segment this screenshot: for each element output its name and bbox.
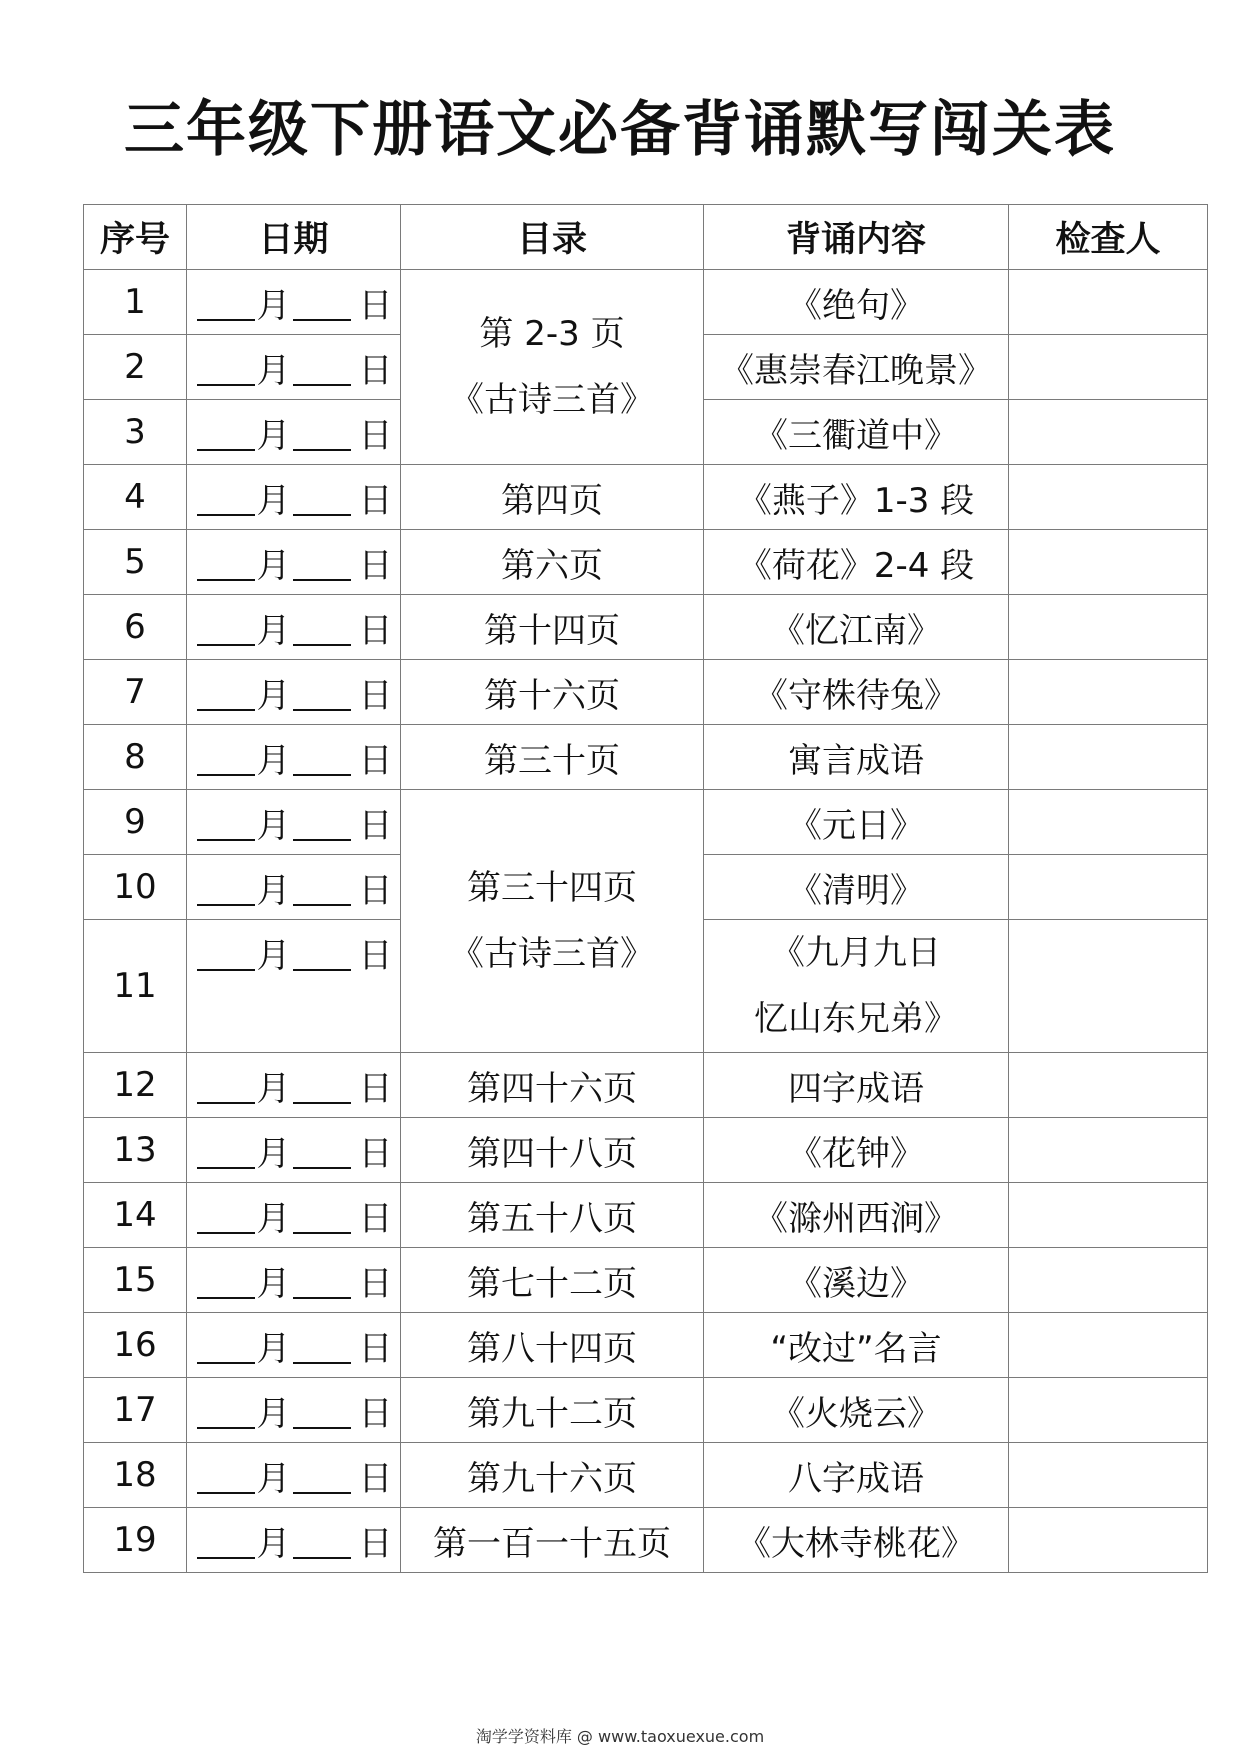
day-label: 日 xyxy=(358,545,393,586)
day-label: 日 xyxy=(358,285,393,326)
day-label: 日 xyxy=(358,935,393,976)
table-row xyxy=(84,1313,1208,1378)
table-row xyxy=(84,1053,1208,1118)
month-blank[interactable] xyxy=(197,348,255,386)
catalog-line: 《古诗三首》 xyxy=(450,934,654,974)
month-label: 月 xyxy=(256,610,291,651)
checker-field[interactable] xyxy=(1009,1053,1208,1118)
checker-field[interactable] xyxy=(1009,920,1208,1053)
recitation-content: 《滁州西涧》 xyxy=(704,1183,1009,1248)
checker-field[interactable] xyxy=(1009,1313,1208,1378)
checker-field[interactable] xyxy=(1009,270,1208,335)
row-number: 8 xyxy=(84,725,187,790)
catalog-line: 《古诗三首》 xyxy=(450,380,654,420)
recitation-content: 《三衢道中》 xyxy=(704,400,1009,465)
header-catalog: 目录 xyxy=(401,205,704,270)
month-label: 月 xyxy=(256,805,291,846)
day-blank[interactable] xyxy=(293,738,351,776)
month-blank[interactable] xyxy=(197,868,255,906)
month-label: 月 xyxy=(256,935,291,976)
recitation-content xyxy=(704,920,1009,1053)
recitation-content: 《惠崇春江晚景》 xyxy=(704,335,1009,400)
date-field[interactable] xyxy=(187,725,401,790)
catalog-cell: 第六页 xyxy=(401,530,704,595)
catalog-cell: 第一百一十五页 xyxy=(401,1508,704,1573)
row-number: 18 xyxy=(84,1443,187,1508)
date-field[interactable] xyxy=(187,335,401,400)
catalog-cell: 第四十六页 xyxy=(401,1053,704,1118)
month-blank[interactable] xyxy=(197,283,255,321)
recitation-content: 《花钟》 xyxy=(704,1118,1009,1183)
date-field[interactable] xyxy=(187,1313,401,1378)
month-blank[interactable] xyxy=(197,478,255,516)
row-number: 6 xyxy=(84,595,187,660)
date-field[interactable] xyxy=(187,660,401,725)
checker-field[interactable] xyxy=(1009,1508,1208,1573)
day-label: 日 xyxy=(358,480,393,521)
month-blank[interactable] xyxy=(197,1326,255,1364)
row-number: 11 xyxy=(84,920,187,1053)
date-field[interactable] xyxy=(187,270,401,335)
table-row xyxy=(84,1118,1208,1183)
month-label: 月 xyxy=(256,285,291,326)
table-row xyxy=(84,595,1208,660)
date-field[interactable] xyxy=(187,855,401,920)
checker-field[interactable] xyxy=(1009,725,1208,790)
checker-field[interactable] xyxy=(1009,1248,1208,1313)
day-label: 日 xyxy=(358,675,393,716)
recitation-content: 《溪边》 xyxy=(704,1248,1009,1313)
date-field[interactable] xyxy=(187,1443,401,1508)
month-blank[interactable] xyxy=(197,738,255,776)
row-number: 10 xyxy=(84,855,187,920)
table-row xyxy=(84,270,1208,335)
day-blank[interactable] xyxy=(293,868,351,906)
month-blank[interactable] xyxy=(197,1391,255,1429)
row-number: 17 xyxy=(84,1378,187,1443)
row-number: 4 xyxy=(84,465,187,530)
table-header-row xyxy=(84,205,1208,270)
month-label: 月 xyxy=(256,870,291,911)
day-label: 日 xyxy=(358,1198,393,1239)
day-label: 日 xyxy=(358,350,393,391)
day-blank[interactable] xyxy=(293,933,351,971)
month-label: 月 xyxy=(256,1198,291,1239)
day-label: 日 xyxy=(358,610,393,651)
catalog-cell: 第三十页 xyxy=(401,725,704,790)
row-number: 13 xyxy=(84,1118,187,1183)
date-field[interactable] xyxy=(187,465,401,530)
catalog-line: 第 2-3 页 xyxy=(479,314,625,354)
recitation-content: 《火烧云》 xyxy=(704,1378,1009,1443)
day-blank[interactable] xyxy=(293,1456,351,1494)
checker-field[interactable] xyxy=(1009,1443,1208,1508)
recitation-content: 《大林寺桃花》 xyxy=(704,1508,1009,1573)
row-number: 7 xyxy=(84,660,187,725)
checker-field[interactable] xyxy=(1009,530,1208,595)
catalog-cell xyxy=(401,270,704,465)
table-row xyxy=(84,1378,1208,1443)
month-label: 月 xyxy=(256,350,291,391)
month-blank[interactable] xyxy=(197,608,255,646)
recitation-content: 《忆江南》 xyxy=(704,595,1009,660)
date-field[interactable] xyxy=(187,595,401,660)
day-label: 日 xyxy=(358,1263,393,1304)
date-field[interactable] xyxy=(187,1053,401,1118)
row-number: 19 xyxy=(84,1508,187,1573)
row-number: 3 xyxy=(84,400,187,465)
date-field[interactable] xyxy=(187,400,401,465)
day-label: 日 xyxy=(358,1328,393,1369)
day-blank[interactable] xyxy=(293,478,351,516)
date-field[interactable] xyxy=(187,920,401,1053)
month-label: 月 xyxy=(256,1133,291,1174)
day-blank[interactable] xyxy=(293,608,351,646)
date-field[interactable] xyxy=(187,1118,401,1183)
recitation-content: “改过”名言 xyxy=(704,1313,1009,1378)
month-blank[interactable] xyxy=(197,673,255,711)
day-label: 日 xyxy=(358,805,393,846)
header-date: 日期 xyxy=(187,205,401,270)
day-blank[interactable] xyxy=(293,803,351,841)
checker-field[interactable] xyxy=(1009,1118,1208,1183)
row-number: 5 xyxy=(84,530,187,595)
day-label: 日 xyxy=(358,1068,393,1109)
day-blank[interactable] xyxy=(293,1131,351,1169)
month-label: 月 xyxy=(256,480,291,521)
checker-field[interactable] xyxy=(1009,660,1208,725)
month-label: 月 xyxy=(256,415,291,456)
month-label: 月 xyxy=(256,1328,291,1369)
day-blank[interactable] xyxy=(293,1261,351,1299)
header-content: 背诵内容 xyxy=(704,205,1009,270)
checker-field[interactable] xyxy=(1009,400,1208,465)
catalog-cell: 第四十八页 xyxy=(401,1118,704,1183)
table-row xyxy=(84,1183,1208,1248)
table-row xyxy=(84,1508,1208,1573)
checker-field[interactable] xyxy=(1009,595,1208,660)
month-label: 月 xyxy=(256,1523,291,1564)
row-number: 15 xyxy=(84,1248,187,1313)
day-blank[interactable] xyxy=(293,1326,351,1364)
day-label: 日 xyxy=(358,1458,393,1499)
recitation-content: 《守株待兔》 xyxy=(704,660,1009,725)
content-line: 《九月九日 xyxy=(771,933,941,973)
date-field[interactable] xyxy=(187,790,401,855)
day-blank[interactable] xyxy=(293,673,351,711)
recitation-content: 《燕子》1-3 段 xyxy=(704,465,1009,530)
catalog-cell: 第七十二页 xyxy=(401,1248,704,1313)
checker-field[interactable] xyxy=(1009,335,1208,400)
month-blank[interactable] xyxy=(197,1521,255,1559)
row-number: 2 xyxy=(84,335,187,400)
date-field[interactable] xyxy=(187,1508,401,1573)
checker-field[interactable] xyxy=(1009,465,1208,530)
footer-watermark: 淘学学资料库 @ www.taoxuexue.com xyxy=(475,1727,765,1746)
header-number: 序号 xyxy=(84,205,187,270)
date-field[interactable] xyxy=(187,1378,401,1443)
checker-field[interactable] xyxy=(1009,790,1208,855)
catalog-cell: 第四页 xyxy=(401,465,704,530)
month-label: 月 xyxy=(256,740,291,781)
recitation-table xyxy=(83,204,1208,1573)
catalog-cell: 第五十八页 xyxy=(401,1183,704,1248)
header-checker: 检查人 xyxy=(1009,205,1208,270)
month-blank[interactable] xyxy=(197,413,255,451)
month-blank[interactable] xyxy=(197,1131,255,1169)
catalog-line: 第三十四页 xyxy=(467,868,637,908)
row-number: 1 xyxy=(84,270,187,335)
recitation-content: 四字成语 xyxy=(704,1053,1009,1118)
month-label: 月 xyxy=(256,1393,291,1434)
row-number: 9 xyxy=(84,790,187,855)
recitation-content: 《清明》 xyxy=(704,855,1009,920)
month-blank[interactable] xyxy=(197,1196,255,1234)
recitation-content: 《元日》 xyxy=(704,790,1009,855)
table-row xyxy=(84,790,1208,855)
day-blank[interactable] xyxy=(293,348,351,386)
recitation-content: 寓言成语 xyxy=(704,725,1009,790)
day-label: 日 xyxy=(358,1133,393,1174)
month-label: 月 xyxy=(256,1068,291,1109)
recitation-content: 《荷花》2-4 段 xyxy=(704,530,1009,595)
day-blank[interactable] xyxy=(293,283,351,321)
checker-field[interactable] xyxy=(1009,1378,1208,1443)
row-number: 16 xyxy=(84,1313,187,1378)
catalog-cell xyxy=(401,790,704,1053)
content-line: 忆山东兄弟》 xyxy=(754,999,958,1039)
day-blank[interactable] xyxy=(293,1066,351,1104)
page-title: 三年级下册语文必备背诵默写闯关表 xyxy=(124,95,1116,165)
table-row xyxy=(84,660,1208,725)
day-blank[interactable] xyxy=(293,413,351,451)
date-field[interactable] xyxy=(187,530,401,595)
day-label: 日 xyxy=(358,740,393,781)
table-row xyxy=(84,1443,1208,1508)
month-label: 月 xyxy=(256,675,291,716)
month-blank[interactable] xyxy=(197,543,255,581)
recitation-content: 八字成语 xyxy=(704,1443,1009,1508)
catalog-cell: 第九十六页 xyxy=(401,1443,704,1508)
row-number: 12 xyxy=(84,1053,187,1118)
table-row xyxy=(84,465,1208,530)
day-label: 日 xyxy=(358,870,393,911)
day-label: 日 xyxy=(358,1393,393,1434)
day-label: 日 xyxy=(358,415,393,456)
month-label: 月 xyxy=(256,1263,291,1304)
month-blank[interactable] xyxy=(197,1456,255,1494)
date-field[interactable] xyxy=(187,1248,401,1313)
month-blank[interactable] xyxy=(197,803,255,841)
table-row xyxy=(84,725,1208,790)
table-row xyxy=(84,530,1208,595)
recitation-content: 《绝句》 xyxy=(704,270,1009,335)
catalog-cell: 第十六页 xyxy=(401,660,704,725)
day-blank[interactable] xyxy=(293,1391,351,1429)
day-blank[interactable] xyxy=(293,543,351,581)
day-blank[interactable] xyxy=(293,1196,351,1234)
row-number: 14 xyxy=(84,1183,187,1248)
month-label: 月 xyxy=(256,1458,291,1499)
date-field[interactable] xyxy=(187,1183,401,1248)
day-blank[interactable] xyxy=(293,1521,351,1559)
month-blank[interactable] xyxy=(197,1066,255,1104)
checker-field[interactable] xyxy=(1009,855,1208,920)
month-blank[interactable] xyxy=(197,1261,255,1299)
table-row xyxy=(84,1248,1208,1313)
catalog-cell: 第九十二页 xyxy=(401,1378,704,1443)
checker-field[interactable] xyxy=(1009,1183,1208,1248)
day-label: 日 xyxy=(358,1523,393,1564)
month-blank[interactable] xyxy=(197,933,255,971)
catalog-cell: 第十四页 xyxy=(401,595,704,660)
month-label: 月 xyxy=(256,545,291,586)
catalog-cell: 第八十四页 xyxy=(401,1313,704,1378)
